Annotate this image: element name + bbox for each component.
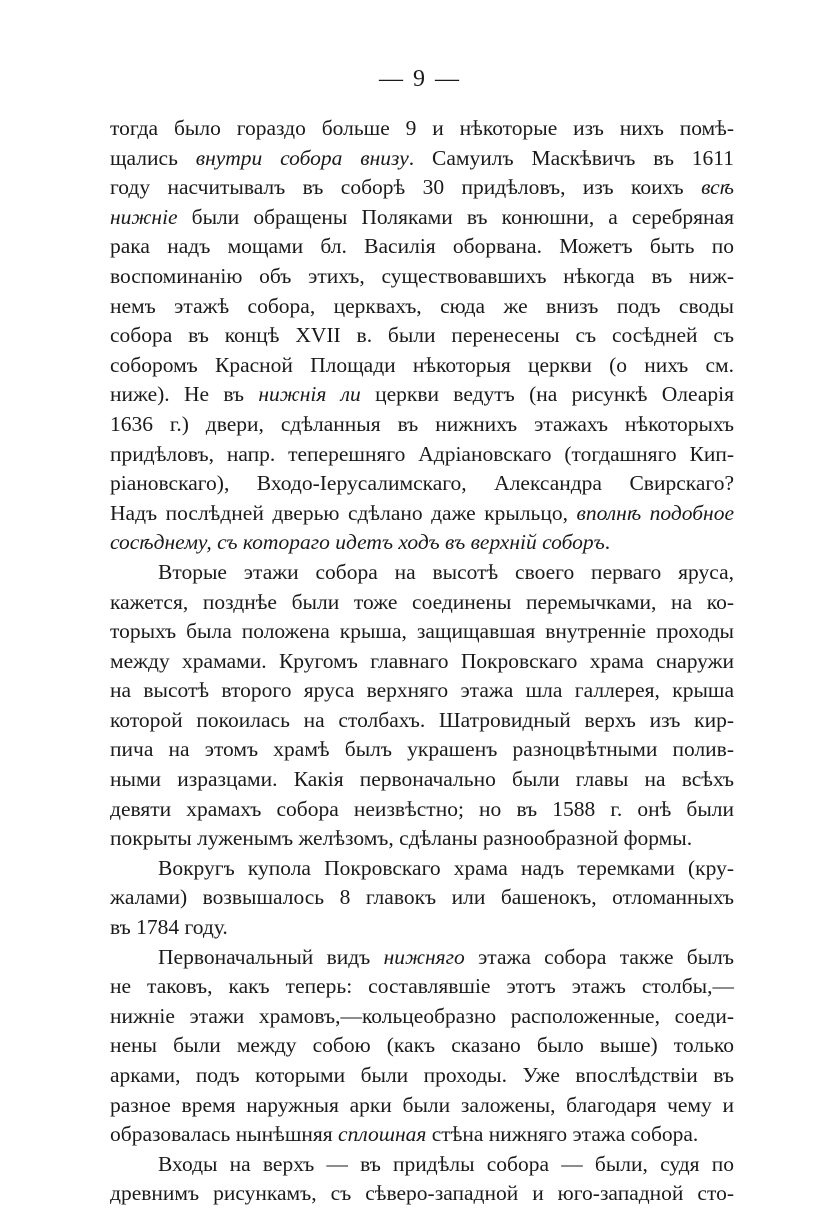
- text-run: въ 1784 году.: [110, 915, 228, 940]
- text-run: рака надъ мощами бл. Василія оборвана. Можетъ быть по: [110, 234, 734, 259]
- text-run: нижніе этажи храмовъ,—кольцеобразно расположенные, соеди-: [110, 1003, 734, 1028]
- text-run: церкви ведутъ (на рисункѣ Олеарія: [360, 382, 734, 407]
- text-line: [110, 1031, 734, 1061]
- text-line: [110, 647, 734, 677]
- text-line: [110, 943, 734, 973]
- italic-text: нижнія ли: [258, 382, 361, 407]
- text-line: [110, 410, 734, 440]
- text-run: на высотѣ второго яруса верхняго этажа шла галлерея, крыша: [110, 678, 734, 703]
- text-line: [110, 972, 734, 1002]
- text-line: [110, 114, 734, 144]
- text-run: древнимъ рисункамъ, съ сѣверо-западной и юго-западной сто-: [110, 1181, 734, 1206]
- italic-text: сосѣднему, съ котораго идетъ ходъ въ верхній соборъ: [110, 530, 605, 555]
- text-line: [110, 292, 734, 322]
- paragraph: [110, 114, 734, 558]
- text-run: этажа собора также былъ: [464, 944, 735, 969]
- text-run: стѣна нижняго этажа собора.: [426, 1122, 699, 1147]
- text-run: . Самуилъ Маскѣвичъ въ 1611: [408, 145, 735, 170]
- text-run: торыхъ была положена крыша, защищавшая внутренніе проходы: [110, 619, 734, 644]
- text-line: [110, 528, 734, 558]
- text-run: нены были между собою (какъ сказано было выше) только: [110, 1033, 734, 1058]
- text-run: Вторые этажи собора на высотѣ своего перваго яруса,: [158, 559, 734, 584]
- text-line: [110, 380, 734, 410]
- text-line: [110, 676, 734, 706]
- italic-text: нижняго: [383, 944, 465, 969]
- text-run: Первоначальный видъ: [158, 944, 384, 969]
- text-run: ріановскаго), Входо-Іерусалимскаго, Александра Свирскаго?: [110, 471, 734, 496]
- text-run: тогда было гораздо больше 9 и нѣкоторые изъ нихъ помѣ-: [110, 116, 734, 140]
- text-run: немъ этажѣ собора, церквахъ, сюда же внизъ подъ своды: [110, 293, 734, 318]
- text-run: покрыты луженымъ желѣзомъ, сдѣланы разнообразной формы.: [110, 826, 693, 851]
- text-run: 1636 г.) двери, сдѣланныя въ нижнихъ этажахъ нѣкоторыхъ: [110, 411, 734, 436]
- text-line: [110, 706, 734, 736]
- paragraph: [110, 854, 734, 943]
- text-run: разное время наружныя арки были заложены, благодаря чему и: [110, 1092, 734, 1117]
- text-line: [110, 765, 734, 795]
- text-line: [110, 617, 734, 647]
- paragraph: [110, 558, 734, 854]
- text-run: щались: [110, 145, 196, 170]
- text-run: ниже). Не въ: [110, 382, 259, 407]
- paragraph: [110, 943, 734, 1150]
- text-line: [110, 1091, 734, 1121]
- text-line: [110, 262, 734, 292]
- text-run: между храмами. Кругомъ главнаго Покровскаго храма снаружи: [110, 648, 734, 673]
- text-line: [110, 203, 734, 233]
- text-line: [110, 854, 734, 884]
- text-run: собора въ концѣ XVII в. были перенесены съ сосѣдней съ: [110, 323, 734, 348]
- text-line: [110, 1061, 734, 1091]
- text-line: [110, 913, 734, 943]
- text-run: не таковъ, какъ теперь: составлявшіе этотъ этажъ столбы,—: [110, 974, 734, 999]
- text-run: году насчитывалъ въ соборѣ 30 придѣловъ, изъ коихъ: [110, 175, 702, 200]
- text-run: были обращены Поляками въ конюшни, а серебряная: [177, 204, 734, 229]
- text-run: кажется, позднѣе были тоже соединены перемычками, на ко-: [110, 589, 734, 614]
- text-run: воспоминанію объ этихъ, существовавшихъ нѣкогда въ ниж-: [110, 263, 734, 288]
- page-number: — 9 —: [379, 66, 461, 92]
- text-line: [110, 144, 734, 174]
- paragraph: [110, 1150, 734, 1209]
- text-line: [110, 351, 734, 381]
- text-line: [110, 795, 734, 825]
- text-run: арками, подъ которыми были проходы. Уже впослѣдствіи въ: [110, 1063, 734, 1087]
- text-run: .: [604, 530, 611, 555]
- text-run: пича на этомъ храмѣ былъ украшенъ разноцвѣтными полив-: [110, 737, 734, 762]
- italic-text: всѣ: [701, 175, 734, 200]
- text-line: [110, 173, 734, 203]
- text-run: Вокругъ купола Покровскаго храма надъ теремками (кру-: [158, 855, 734, 880]
- text-line: [110, 735, 734, 765]
- text-line: [110, 824, 734, 854]
- text-line: [110, 232, 734, 262]
- text-line: [110, 1002, 734, 1032]
- text-run: соборомъ Красной Площади нѣкоторыя церкви (о нихъ см.: [110, 352, 734, 377]
- italic-text: внутри собора внизу: [195, 145, 409, 170]
- text-line: [110, 588, 734, 618]
- text-line: [110, 883, 734, 913]
- italic-text: нижніе: [110, 204, 178, 229]
- italic-text: вполнѣ подобное: [576, 500, 734, 525]
- text-run: которой покоилась на столбахъ. Шатровидный верхъ изъ кир-: [110, 707, 734, 732]
- text-run: Входы на верхъ — въ придѣлы собора — были, судя по: [158, 1151, 734, 1176]
- text-line: [110, 469, 734, 499]
- text-line: [110, 558, 734, 588]
- text-run: Надъ послѣдней дверью сдѣлано даже крыльцо,: [110, 500, 577, 525]
- text-line: [110, 1150, 734, 1180]
- text-run: придѣловъ, напр. теперешняго Адріановскаго (тогдашняго Кип-: [110, 441, 734, 466]
- text-line: [110, 440, 734, 470]
- text-line: [110, 499, 734, 529]
- text-run: образовалась нынѣшняя: [110, 1122, 339, 1147]
- italic-text: сплошная: [338, 1122, 427, 1147]
- text-line: [110, 1120, 734, 1150]
- body-text: [110, 114, 734, 1209]
- text-run: девяти храмахъ собора неизвѣстно; но въ 1588 г. онѣ были: [110, 796, 734, 821]
- text-run: жалами) возвышалось 8 главокъ или башенокъ, отломанныхъ: [110, 885, 734, 910]
- text-run: ными изразцами. Какія первоначально были главы на всѣхъ: [110, 767, 734, 792]
- text-line: [110, 1179, 734, 1209]
- text-line: [110, 321, 734, 351]
